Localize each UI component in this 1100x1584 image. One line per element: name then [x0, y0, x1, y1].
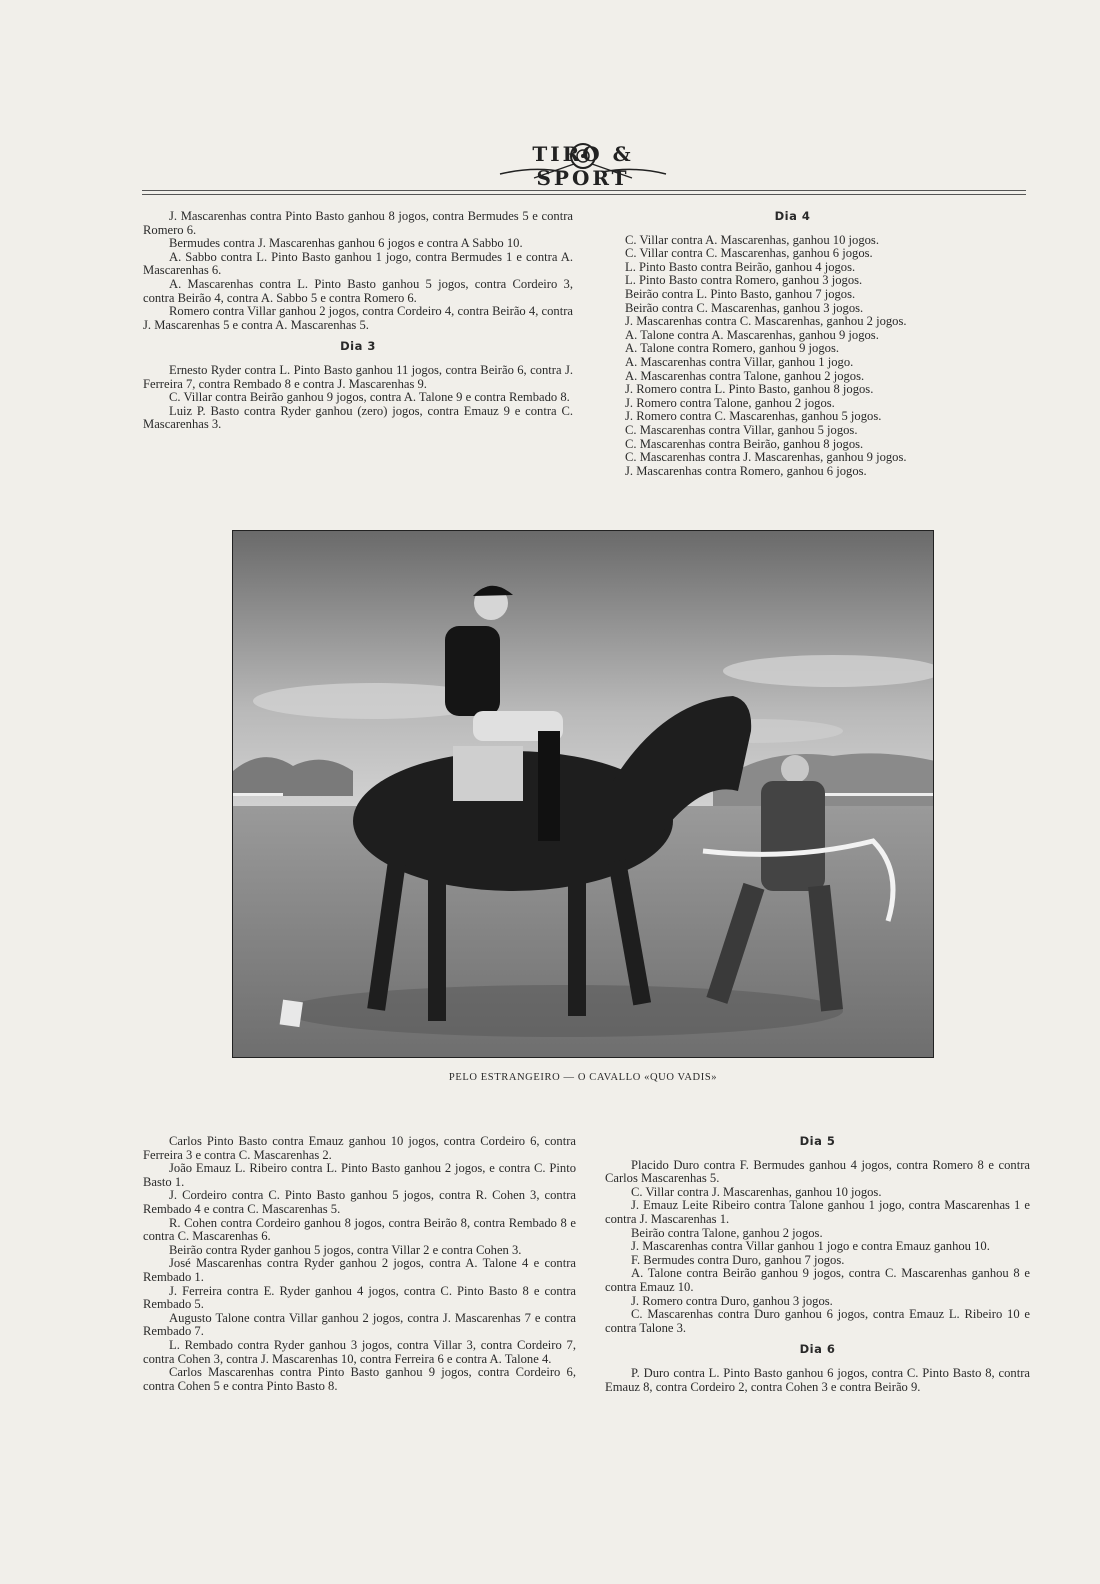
paragraph: A. Mascarenhas contra L. Pinto Basto ganhou 5 jogos, contra Cordeiro 3, contra Beirão 4, contra A. Sabbo 5 e contra Romero 6.: [143, 276, 573, 305]
horse-photograph: [232, 530, 934, 1058]
result-line: L. Pinto Basto contra Romero, ganhou 3 jogos.: [625, 273, 863, 288]
result-line: A. Talone contra Romero, ganhou 9 jogos.: [625, 341, 839, 356]
paragraph: João Emauz L. Ribeiro contra L. Pinto Basto ganhou 2 jogos, e contra C. Pinto Basto 1.: [143, 1161, 576, 1189]
masthead-title: TIRO & SPORT: [532, 142, 634, 190]
result-line: A. Mascarenhas contra Talone, ganhou 2 jogos.: [625, 368, 865, 383]
result-line: J. Romero contra C. Mascarenhas, ganhou 5 jogos.: [625, 409, 882, 424]
bottom-left-column: [143, 1135, 576, 1393]
paragraph: J. Mascarenhas contra Villar ganhou 1 jogo e contra Emauz ganhou 10.: [631, 1239, 990, 1254]
top-left-column: [143, 210, 573, 432]
result-line: A. Mascarenhas contra Villar, ganhou 1 jogo.: [625, 354, 854, 369]
paragraph: P. Duro contra L. Pinto Basto ganhou 6 jogos, contra C. Pinto Basto 8, contra Emauz 8, contra Cordeiro 2, contra Cohen 3 e contra Beirão 9.: [605, 1365, 1030, 1394]
paragraph: L. Rembado contra Ryder ganhou 3 jogos, contra Villar 3, contra Cordeiro 7, contra Cohen 3, contra J. Mascarenhas 10, contra Ferreira 6 e contra A. Talone 4.: [143, 1337, 576, 1366]
result-line: C. Villar contra A. Mascarenhas, ganhou 10 jogos.: [625, 232, 879, 247]
paragraph: A. Sabbo contra L. Pinto Basto ganhou 1 jogo, contra Bermudes 1 e contra A. Mascarenhas 6.: [143, 249, 573, 278]
paragraph: Luiz P. Basto contra Ryder ganhou (zero) jogos, contra Emauz 9 e contra C. Mascarenhas 3.: [143, 403, 573, 432]
paragraph: J. Romero contra Duro, ganhou 3 jogos.: [631, 1293, 833, 1308]
paragraph: Ernesto Ryder contra L. Pinto Basto ganhou 11 jogos, contra Beirão 6, contra J. Ferreira 7, contra Rembado 8 e contra J. Mascarenhas 9.: [143, 362, 573, 391]
paragraph: C. Villar contra Beirão ganhou 9 jogos, contra A. Talone 9 e contra Rembado 8.: [169, 390, 570, 405]
section-heading-dia-6: Dia 6: [799, 1342, 836, 1357]
horse-jockey-illustration: [233, 531, 934, 1058]
result-line: A. Talone contra A. Mascarenhas, ganhou 9 jogos.: [625, 327, 879, 342]
result-line: C. Mascarenhas contra Villar, ganhou 5 jogos.: [625, 422, 858, 437]
masthead-logo: [494, 134, 672, 190]
paragraph: J. Mascarenhas contra Pinto Basto ganhou 8 jogos, contra Bermudes 5 e contra Romero 6.: [143, 209, 573, 237]
result-line: Beirão contra L. Pinto Basto, ganhou 7 jogos.: [625, 286, 856, 301]
result-line: J. Mascarenhas contra Romero, ganhou 6 jogos.: [625, 463, 867, 478]
paragraph: J. Cordeiro contra C. Pinto Basto ganhou 5 jogos, contra R. Cohen 3, contra Rembado 4 e contra C. Mascarenhas 5.: [143, 1188, 576, 1216]
paragraph: J. Emauz Leite Ribeiro contra Talone ganhou 1 jogo, contra Mascarenhas 1 e contra J. Mascarenhas 1.: [605, 1198, 1030, 1226]
paragraph: R. Cohen contra Cordeiro ganhou 8 jogos, contra Beirão 8, contra Rembado 8 e contra C. Mascarenhas 6.: [143, 1215, 576, 1244]
result-line: C. Mascarenhas contra Beirão, ganhou 8 jogos.: [625, 436, 864, 451]
result-line: J. Romero contra Talone, ganhou 2 jogos.: [625, 395, 835, 410]
result-line: Beirão contra C. Mascarenhas, ganhou 3 jogos.: [625, 300, 864, 315]
result-line: J. Mascarenhas contra C. Mascarenhas, ganhou 2 jogos.: [625, 314, 907, 329]
header-rule: [142, 190, 1026, 195]
result-line: C. Villar contra C. Mascarenhas, ganhou 6 jogos.: [625, 246, 873, 261]
paragraph: J. Ferreira contra E. Ryder ganhou 4 jogos, contra C. Pinto Basto 8 e contra Rembado 5.: [143, 1283, 576, 1312]
result-line: L. Pinto Basto contra Beirão, ganhou 4 jogos.: [625, 259, 856, 274]
paragraph: Carlos Mascarenhas contra Pinto Basto ganhou 9 jogos, contra Cordeiro 6, contra Cohen 5 e contra Pinto Basto 8.: [143, 1365, 576, 1393]
result-line: J. Romero contra L. Pinto Basto, ganhou 8 jogos.: [625, 382, 874, 397]
result-line: C. Mascarenhas contra J. Mascarenhas, ganhou 9 jogos.: [625, 450, 907, 465]
paragraph: Beirão contra Ryder ganhou 5 jogos, contra Villar 2 e contra Cohen 3.: [169, 1242, 522, 1257]
top-right-column: [625, 210, 960, 478]
section-heading-dia-3: Dia 3: [340, 339, 376, 354]
paragraph: Beirão contra Talone, ganhou 2 jogos.: [631, 1225, 823, 1240]
bottom-right-column: [605, 1135, 1030, 1394]
paragraph: F. Bermudes contra Duro, ganhou 7 jogos.: [631, 1252, 845, 1267]
paragraph: Augusto Talone contra Villar ganhou 2 jogos, contra J. Mascarenhas 7 e contra Rembado 7.: [143, 1310, 576, 1339]
paragraph: Bermudes contra J. Mascarenhas ganhou 6 jogos e contra A Sabbo 10.: [169, 236, 523, 251]
paragraph: Carlos Pinto Basto contra Emauz ganhou 10 jogos, contra Cordeiro 6, contra Ferreira 3 e contra C. Mascarenhas 2.: [143, 1134, 576, 1162]
paragraph: C. Villar contra J. Mascarenhas, ganhou 10 jogos.: [631, 1184, 882, 1199]
section-heading-dia-5: Dia 5: [799, 1134, 836, 1148]
paragraph: Romero contra Villar ganhou 2 jogos, contra Cordeiro 4, contra Beirão 4, contra J. Mascarenhas 5 e contra A. Mascarenhas 5.: [143, 304, 573, 332]
paragraph: José Mascarenhas contra Ryder ganhou 2 jogos, contra A. Talone 4 e contra Rembado 1.: [143, 1256, 576, 1284]
paragraph: A. Talone contra Beirão ganhou 9 jogos, contra C. Mascarenhas ganhou 8 e contra Emauz 10.: [605, 1266, 1030, 1294]
paragraph: C. Mascarenhas contra Duro ganhou 6 jogos, contra Emauz L. Ribeiro 10 e contra Talone 3.: [605, 1307, 1030, 1335]
paragraph: Placido Duro contra F. Bermudes ganhou 4 jogos, contra Romero 8 e contra Carlos Mascarenhas 5.: [605, 1157, 1030, 1186]
photo-caption: PELO ESTRANGEIRO — O CAVALLO «QUO VADIS»: [448, 1072, 718, 1083]
section-heading-dia-4: Dia 4: [774, 209, 811, 223]
